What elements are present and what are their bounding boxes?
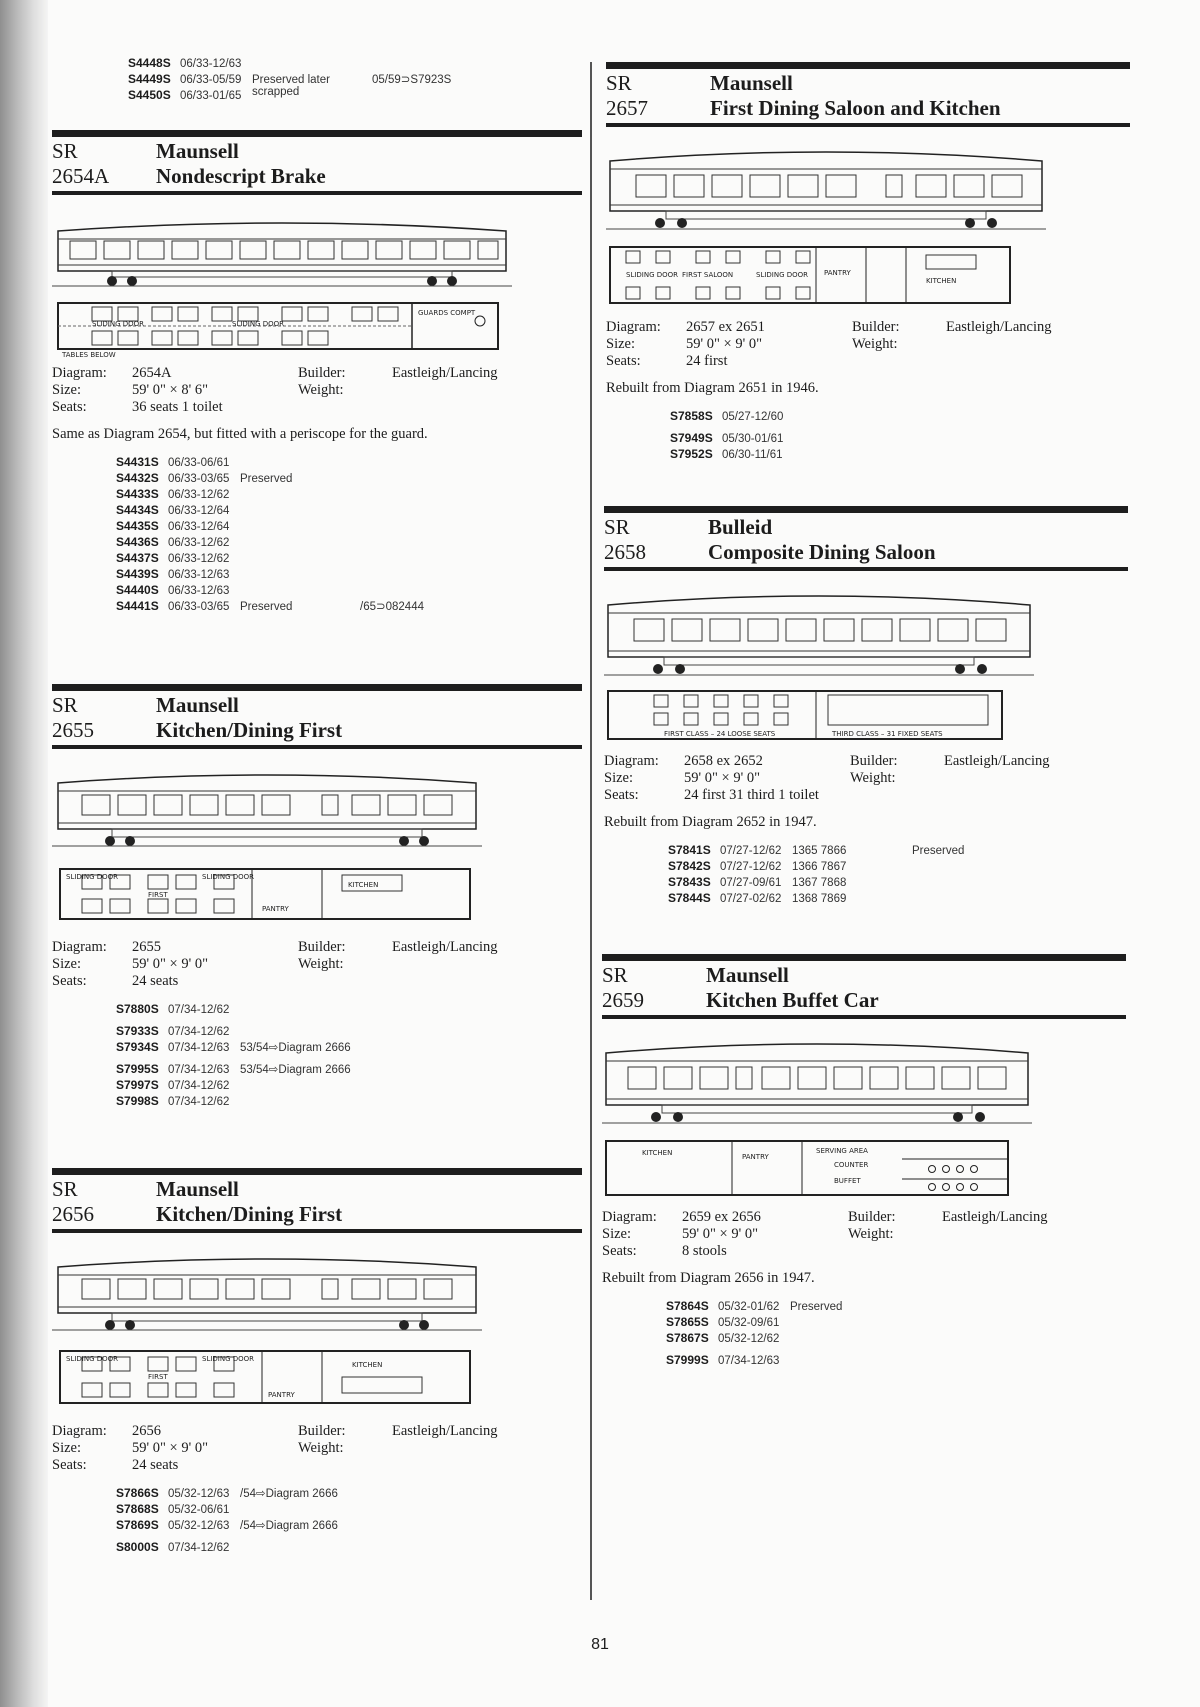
section-note: Same as Diagram 2654, but fitted with a periscope for the guard.	[52, 426, 428, 442]
service-dates: 05/32-01/62	[718, 1301, 780, 1313]
unit-number: S4437S	[116, 551, 159, 565]
unit-number: S4432S	[116, 471, 159, 485]
unit-row	[116, 455, 582, 471]
plan-label: SLIDING DOOR	[202, 873, 255, 881]
service-dates: 06/33-12/64	[168, 521, 230, 533]
value-size: 59' 0" × 9' 0"	[132, 1440, 208, 1456]
unit-number: S7998S	[116, 1094, 159, 1108]
service-dates: 06/33-12/63	[168, 585, 230, 597]
side-elevation-drawing	[52, 1247, 482, 1333]
floor-plan-drawing	[52, 853, 482, 933]
unit-number: S7843S	[668, 875, 711, 889]
plan-label: COUNTER	[834, 1161, 869, 1169]
value-seats: 24 first	[686, 353, 728, 369]
unit-number: S7867S	[666, 1331, 709, 1345]
service-dates: 05/32-06/61	[168, 1504, 230, 1516]
designer-name: Maunsell	[706, 963, 789, 987]
label-diagram: Diagram:	[604, 753, 659, 769]
value-builder: Eastleigh/Lancing	[392, 1423, 498, 1439]
unit-number: S4450S	[128, 88, 171, 102]
value-size: 59' 0" × 9' 0"	[686, 336, 762, 352]
unit-note: 1365 7866	[792, 845, 847, 857]
label-seats: Seats:	[52, 1457, 87, 1473]
floor-plan-drawing	[606, 235, 1046, 313]
floor-plan-drawing	[604, 681, 1034, 747]
value-weight	[392, 1440, 592, 1457]
floor-plan-drawing	[52, 1337, 482, 1417]
unit-number: S4439S	[116, 567, 159, 581]
heading-rule-bottom	[52, 191, 582, 195]
heading-rule-bottom	[52, 1229, 582, 1233]
plan-label: KITCHEN	[348, 881, 379, 889]
value-size: 59' 0" × 9' 0"	[684, 770, 760, 786]
section-2654a	[52, 130, 582, 615]
label-seats: Seats:	[52, 399, 87, 415]
plan-label: SLIDING DOOR	[202, 1355, 255, 1363]
railway-code: SR	[604, 515, 630, 539]
unit-row	[666, 1299, 1126, 1315]
section-2659	[602, 954, 1126, 1369]
section-heading	[52, 137, 582, 191]
service-dates: 06/33-01/65	[180, 90, 242, 102]
unit-note: Preserved later scrapped	[252, 74, 330, 98]
service-dates: 07/34-12/63	[718, 1355, 780, 1367]
page-number: 81	[591, 1636, 609, 1653]
heading-rule	[602, 954, 1126, 961]
carriage-type: Kitchen/Dining First	[156, 1202, 343, 1226]
plan-label: KITCHEN	[352, 1361, 383, 1369]
unit-row	[116, 471, 582, 487]
plan-label: SLIDING DOOR	[66, 1355, 119, 1363]
section-2655	[52, 684, 582, 1110]
unit-number: S7869S	[116, 1518, 159, 1532]
side-elevation-drawing	[606, 141, 1046, 231]
plan-label: SLIDING DOOR	[626, 271, 679, 279]
railway-code: SR	[52, 693, 78, 717]
carriage-type: Composite Dining Saloon	[708, 540, 936, 564]
service-dates: 07/27-12/62	[720, 861, 782, 873]
plan-label: THIRD CLASS – 31 FIXED SEATS	[832, 730, 943, 738]
unit-row	[116, 519, 582, 535]
service-dates: 06/33-03/65	[168, 473, 230, 485]
unit-list	[668, 843, 1128, 907]
service-dates: 07/34-12/63	[168, 1042, 230, 1054]
value-weight	[392, 382, 592, 399]
unit-note: Preserved	[240, 473, 293, 485]
service-dates: 05/27-12/60	[722, 411, 784, 423]
unit-row	[116, 1518, 582, 1534]
unit-note: 1366 7867	[792, 861, 847, 873]
label-weight: Weight:	[298, 382, 344, 398]
spec-table	[602, 1209, 1126, 1260]
heading-rule	[52, 684, 582, 691]
unit-number: S7841S	[668, 843, 711, 857]
diagram-number: 2656	[52, 1202, 94, 1226]
label-diagram: Diagram:	[52, 939, 107, 955]
label-builder: Builder:	[298, 1423, 346, 1439]
value-seats: 24 seats	[132, 973, 179, 989]
plan-label: KITCHEN	[642, 1149, 673, 1157]
service-dates: 05/32-12/63	[168, 1520, 230, 1532]
unit-list	[116, 1486, 582, 1556]
plan-label: PANTRY	[262, 905, 289, 913]
diagram-number: 2654A	[52, 164, 110, 188]
spec-table	[52, 365, 582, 416]
unit-row	[668, 843, 1128, 859]
spec-table	[604, 753, 1128, 804]
service-dates: 07/34-12/62	[168, 1096, 230, 1108]
designer-name: Bulleid	[708, 515, 773, 539]
section-note: Rebuilt from Diagram 2656 in 1947.	[602, 1270, 815, 1286]
section-heading	[602, 961, 1126, 1015]
plan-label: SLIDING DOOR	[232, 320, 285, 328]
unit-number: S4441S	[116, 599, 159, 613]
value-diagram: 2655	[132, 939, 161, 955]
section-note: Rebuilt from Diagram 2651 in 1946.	[606, 380, 819, 396]
unit-number: S4436S	[116, 535, 159, 549]
label-weight: Weight:	[850, 770, 896, 786]
unit-note: 1368 7869	[792, 893, 847, 905]
plan-label: GUARDS COMPT	[418, 309, 476, 317]
unit-row	[666, 1353, 1126, 1369]
carriage-type: Kitchen/Dining First	[156, 718, 343, 742]
service-dates: 06/33-12/63	[180, 58, 242, 70]
value-builder: Eastleigh/Lancing	[946, 319, 1052, 335]
plan-label: TABLES BELOW	[62, 351, 116, 359]
unit-row	[670, 447, 1130, 463]
service-dates: 06/33-05/59	[180, 74, 242, 86]
unit-row	[668, 891, 1128, 907]
label-size: Size:	[52, 382, 81, 398]
unit-number: S7952S	[670, 447, 713, 461]
value-diagram: 2658 ex 2652	[684, 753, 763, 769]
unit-row	[116, 1540, 582, 1556]
unit-number: S7864S	[666, 1299, 709, 1313]
floor-plan-drawing	[52, 293, 512, 359]
label-diagram: Diagram:	[602, 1209, 657, 1225]
unit-row	[116, 583, 582, 599]
unit-row	[116, 487, 582, 503]
side-elevation-drawing	[52, 763, 482, 849]
heading-rule	[52, 1168, 582, 1175]
unit-note: 53/54⇨Diagram 2666	[240, 1064, 351, 1076]
unit-row	[116, 503, 582, 519]
unit-note: 1367 7868	[792, 877, 847, 889]
unit-number: S4448S	[128, 56, 171, 70]
section-heading	[604, 513, 1128, 567]
section-heading	[52, 1175, 582, 1229]
section-2656	[52, 1168, 582, 1556]
unit-row	[116, 1024, 582, 1040]
label-size: Size:	[52, 1440, 81, 1456]
value-seats: 24 first 31 third 1 toilet	[684, 787, 819, 803]
heading-rule-bottom	[604, 567, 1128, 571]
service-dates: 07/34-12/62	[168, 1026, 230, 1038]
plan-label: SERVING AREA	[816, 1147, 868, 1155]
unit-note: Preserved	[240, 601, 293, 613]
service-dates: 06/33-12/63	[168, 569, 230, 581]
service-dates: 05/30-01/61	[722, 433, 784, 445]
unit-row	[116, 1486, 582, 1502]
unit-row	[666, 1315, 1126, 1331]
plan-label: FIRST	[148, 1373, 168, 1381]
unit-number: S8000S	[116, 1540, 159, 1554]
section-note: Rebuilt from Diagram 2652 in 1947.	[604, 814, 817, 830]
plan-label: FIRST SALOON	[682, 271, 734, 279]
unit-row	[668, 875, 1128, 891]
service-dates: 07/34-12/62	[168, 1542, 230, 1554]
unit-note: /54⇨Diagram 2666	[240, 1520, 338, 1532]
value-diagram: 2654A	[132, 365, 172, 381]
diagram-number: 2657	[606, 96, 648, 120]
railway-code: SR	[602, 963, 628, 987]
service-dates: 07/27-02/62	[720, 893, 782, 905]
unit-number: S4434S	[116, 503, 159, 517]
carriage-type: Kitchen Buffet Car	[706, 988, 879, 1012]
unit-number: S7997S	[116, 1078, 159, 1092]
value-seats: 24 seats	[132, 1457, 179, 1473]
unit-number: S7866S	[116, 1486, 159, 1500]
label-seats: Seats:	[602, 1243, 637, 1259]
service-dates: 07/27-09/61	[720, 877, 782, 889]
unit-note-secondary: 05/59⊃S7923S	[372, 74, 452, 86]
service-dates: 06/33-12/62	[168, 489, 230, 501]
unit-list	[116, 455, 582, 615]
unit-number: S7868S	[116, 1502, 159, 1516]
label-weight: Weight:	[852, 336, 898, 352]
label-builder: Builder:	[848, 1209, 896, 1225]
unit-row	[116, 599, 582, 615]
value-weight	[946, 336, 1146, 353]
value-seats: 8 stools	[682, 1243, 727, 1259]
label-builder: Builder:	[298, 939, 346, 955]
label-seats: Seats:	[604, 787, 639, 803]
section-heading	[52, 691, 582, 745]
unit-row	[116, 1062, 582, 1078]
unit-number: S7933S	[116, 1024, 159, 1038]
unit-row	[116, 551, 582, 567]
value-diagram: 2656	[132, 1423, 161, 1439]
service-dates: 05/32-12/62	[718, 1333, 780, 1345]
unit-number: S4440S	[116, 583, 159, 597]
diagram-number: 2659	[602, 988, 644, 1012]
designer-name: Maunsell	[156, 1177, 239, 1201]
heading-rule	[606, 62, 1130, 69]
service-dates: 07/34-12/63	[168, 1064, 230, 1076]
unit-note: 53/54⇨Diagram 2666	[240, 1042, 351, 1054]
unit-list	[670, 409, 1130, 463]
unit-number: S4449S	[128, 72, 171, 86]
heading-rule-bottom	[606, 123, 1130, 127]
value-seats: 36 seats 1 toilet	[132, 399, 223, 415]
label-weight: Weight:	[298, 956, 344, 972]
unit-row	[668, 859, 1128, 875]
plan-label: PANTRY	[268, 1391, 295, 1399]
value-size: 59' 0" × 8' 6"	[132, 382, 208, 398]
unit-list	[666, 1299, 1126, 1369]
unit-row	[116, 1078, 582, 1094]
label-size: Size:	[606, 336, 635, 352]
label-builder: Builder:	[298, 365, 346, 381]
unit-number: S4433S	[116, 487, 159, 501]
label-diagram: Diagram:	[52, 1423, 107, 1439]
label-size: Size:	[604, 770, 633, 786]
heading-rule-bottom	[602, 1015, 1126, 1019]
value-weight	[392, 956, 592, 973]
service-dates: 06/33-12/62	[168, 537, 230, 549]
diagram-number: 2655	[52, 718, 94, 742]
service-dates: 06/30-11/61	[722, 449, 783, 461]
designer-name: Maunsell	[156, 693, 239, 717]
plan-label: FIRST	[148, 891, 168, 899]
unit-note: /54⇨Diagram 2666	[240, 1488, 338, 1500]
plan-label: PANTRY	[824, 269, 851, 277]
value-diagram: 2659 ex 2656	[682, 1209, 761, 1225]
floor-plan-drawing	[602, 1129, 1032, 1203]
heading-rule	[604, 506, 1128, 513]
label-size: Size:	[602, 1226, 631, 1242]
label-builder: Builder:	[850, 753, 898, 769]
column-divider	[590, 62, 592, 1600]
unit-number: S7844S	[668, 891, 711, 905]
unit-row	[116, 1040, 582, 1056]
label-seats: Seats:	[52, 973, 87, 989]
value-builder: Eastleigh/Lancing	[944, 753, 1050, 769]
plan-label: BUFFET	[834, 1177, 861, 1185]
value-builder: Eastleigh/Lancing	[392, 365, 498, 381]
plan-label: SLIDING DOOR	[92, 320, 145, 328]
unit-number: S4431S	[116, 455, 159, 469]
unit-list	[116, 1002, 582, 1110]
unit-number: S4435S	[116, 519, 159, 533]
plan-label: FIRST CLASS – 24 LOOSE SEATS	[664, 730, 776, 738]
unit-number: S7858S	[670, 409, 713, 423]
label-diagram: Diagram:	[52, 365, 107, 381]
value-builder: Eastleigh/Lancing	[942, 1209, 1048, 1225]
unit-number: S7934S	[116, 1040, 159, 1054]
railway-code: SR	[606, 71, 632, 95]
designer-name: Maunsell	[156, 139, 239, 163]
value-builder: Eastleigh/Lancing	[392, 939, 498, 955]
book-spine-shadow	[0, 0, 48, 1707]
plan-label: SLIDING DOOR	[66, 873, 119, 881]
label-seats: Seats:	[606, 353, 641, 369]
spec-table	[606, 319, 1130, 370]
service-dates: 06/33-12/62	[168, 553, 230, 565]
value-size: 59' 0" × 9' 0"	[132, 956, 208, 972]
section-2657	[606, 62, 1130, 463]
service-dates: 06/33-03/65	[168, 601, 230, 613]
label-weight: Weight:	[298, 1440, 344, 1456]
unit-row	[116, 535, 582, 551]
unit-number: S7999S	[666, 1353, 709, 1367]
heading-rule-bottom	[52, 745, 582, 749]
value-diagram: 2657 ex 2651	[686, 319, 765, 335]
unit-row	[116, 1002, 582, 1018]
unit-number: S7880S	[116, 1002, 159, 1016]
unit-row	[666, 1331, 1126, 1347]
service-dates: 07/27-12/62	[720, 845, 782, 857]
service-dates: 05/32-12/63	[168, 1488, 230, 1500]
label-diagram: Diagram:	[606, 319, 661, 335]
continued-unit-list	[64, 56, 482, 104]
railway-code: SR	[52, 1177, 78, 1201]
spec-table	[52, 1423, 582, 1474]
railway-code: SR	[52, 139, 78, 163]
unit-row	[128, 56, 482, 72]
designer-name: Maunsell	[710, 71, 793, 95]
value-size: 59' 0" × 9' 0"	[682, 1226, 758, 1242]
unit-note-secondary: Preserved	[912, 845, 965, 857]
carriage-type: Nondescript Brake	[156, 164, 326, 188]
plan-label: SLIDING DOOR	[756, 271, 809, 279]
plan-label: KITCHEN	[926, 277, 957, 285]
service-dates: 06/33-12/64	[168, 505, 230, 517]
service-dates: 05/32-09/61	[718, 1317, 780, 1329]
unit-row	[116, 1094, 582, 1110]
side-elevation-drawing	[604, 585, 1034, 677]
plan-label: PANTRY	[742, 1153, 769, 1161]
label-builder: Builder:	[852, 319, 900, 335]
value-weight	[942, 1226, 1142, 1243]
unit-row	[116, 1502, 582, 1518]
carriage-type: First Dining Saloon and Kitchen	[710, 96, 1001, 120]
side-elevation-drawing	[602, 1033, 1032, 1125]
label-size: Size:	[52, 956, 81, 972]
heading-rule	[52, 130, 582, 137]
unit-row	[670, 409, 1130, 425]
service-dates: 07/34-12/62	[168, 1004, 230, 1016]
unit-number: S7949S	[670, 431, 713, 445]
side-elevation-drawing	[52, 209, 512, 289]
section-2658	[604, 506, 1128, 907]
unit-number: S7865S	[666, 1315, 709, 1329]
unit-note-secondary: /65⊃082444	[360, 601, 424, 613]
unit-note: Preserved	[790, 1301, 843, 1313]
value-weight	[944, 770, 1144, 787]
unit-number: S7842S	[668, 859, 711, 873]
diagram-number: 2658	[604, 540, 646, 564]
label-weight: Weight:	[848, 1226, 894, 1242]
service-dates: 07/34-12/62	[168, 1080, 230, 1092]
service-dates: 06/33-06/61	[168, 457, 230, 469]
section-heading	[606, 69, 1130, 123]
spec-table	[52, 939, 582, 990]
unit-row	[116, 567, 582, 583]
unit-number: S7995S	[116, 1062, 159, 1076]
unit-row	[670, 431, 1130, 447]
